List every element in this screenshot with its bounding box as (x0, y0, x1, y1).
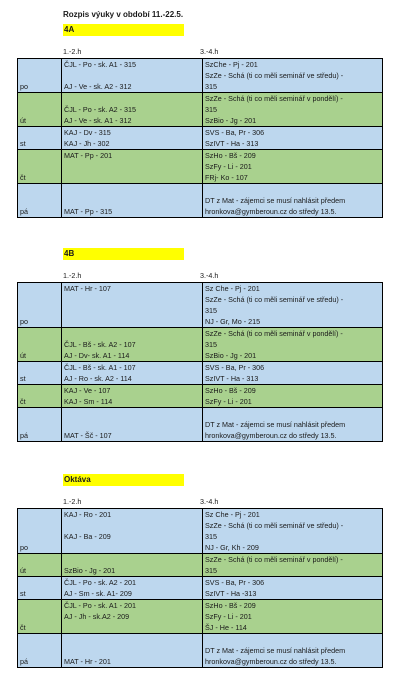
schedule-row (18, 408, 383, 442)
schedule-row (18, 127, 383, 150)
lesson-line (64, 520, 200, 531)
lesson-line: KAJ - Ro - 201 (64, 510, 112, 519)
lessons-hours-1-2 (62, 577, 203, 600)
day-cell: pá (18, 408, 62, 442)
lesson-line: MAT - Pp - 315 (64, 207, 113, 216)
lesson-line (64, 93, 200, 104)
day-cell: st (18, 577, 62, 600)
schedule-row (18, 328, 383, 362)
lesson-line: SzHo - Bš - 209 (205, 601, 256, 610)
schedule-row (18, 59, 383, 93)
lessons-hours-1-2 (62, 408, 203, 442)
col2-header: 3.-4.h (200, 271, 219, 280)
lesson-line: SzZe - Schá (ti co měli seminář v pondělí) - (205, 555, 343, 564)
day-cell: pá (18, 634, 62, 668)
lesson-line (205, 408, 380, 419)
lesson-line (64, 542, 200, 553)
day-cell: út (18, 554, 62, 577)
lessons-hours-3-4 (203, 283, 383, 328)
lessons-hours-3-4 (203, 93, 383, 127)
lessons-hours-3-4 (203, 634, 383, 668)
lesson-line: MAT - Pp - 201 (64, 151, 113, 160)
lesson-line: SzZe - Schá (ti co měli seminář ve středu) - (205, 71, 344, 80)
lesson-line: SVS - Ba, Pr - 306 (205, 128, 265, 137)
lesson-line (64, 294, 200, 305)
lessons-hours-1-2 (62, 509, 203, 554)
lesson-line (64, 172, 200, 183)
document-title: Rozpis výuky v období 11.-22.5. (63, 10, 184, 19)
class-label-4a: 4A (63, 24, 184, 36)
lesson-line (64, 70, 200, 81)
lessons-hours-3-4 (203, 150, 383, 184)
lesson-line: ČJL - Bš - sk. A1 - 107 (64, 363, 136, 372)
lesson-line (64, 161, 200, 172)
lesson-line: DT z Mat - zájemci se musí nahlásit předem (205, 420, 346, 429)
lesson-line: SVS - Ba, Pr - 306 (205, 578, 265, 587)
lesson-line: SzChe - Pj - 201 (205, 60, 258, 69)
schedule-row (18, 634, 383, 668)
col1-header: 1.-2.h (63, 497, 82, 506)
lesson-line: SzIVT - Ha -313 (205, 589, 257, 598)
lesson-line: AJ - Ve - sk. A2 - 312 (64, 82, 132, 91)
lesson-line: AJ - Jh - sk.A2 - 209 (64, 612, 130, 621)
day-cell: út (18, 93, 62, 127)
lesson-line: SzIVT - Ha - 313 (205, 374, 259, 383)
lesson-line: ČJL - Po - sk. A2 - 201 (64, 578, 137, 587)
lessons-hours-1-2 (62, 283, 203, 328)
lesson-line: KAJ - Ve - 107 (64, 386, 111, 395)
lesson-line: ŠJ - He - 114 (205, 623, 247, 632)
lessons-hours-1-2 (62, 59, 203, 93)
lesson-line (64, 305, 200, 316)
schedule-row (18, 577, 383, 600)
lessons-hours-3-4 (203, 600, 383, 634)
lesson-line: 315 (205, 82, 217, 91)
lesson-line (64, 328, 200, 339)
lessons-hours-1-2 (62, 362, 203, 385)
lessons-hours-3-4 (203, 509, 383, 554)
day-cell: čt (18, 385, 62, 408)
schedule-table-4a (17, 58, 383, 218)
lesson-line: NJ - Gr, Kh - 209 (205, 543, 259, 552)
day-cell: út (18, 328, 62, 362)
lesson-line (64, 419, 200, 430)
lesson-line (64, 645, 200, 656)
lesson-line: ČJL - Po - sk. A1 - 201 (64, 601, 137, 610)
lesson-line: SzZe - Schá (ti co měli seminář v pondělí) - (205, 94, 343, 103)
day-cell: st (18, 362, 62, 385)
lesson-line: KAJ - Sm - 114 (64, 397, 113, 406)
lesson-line: KAJ - Ba - 209 (64, 532, 111, 541)
lesson-line: MAT - Šč - 107 (64, 431, 112, 440)
lesson-line: SzIVT - Ha - 313 (205, 139, 259, 148)
col1-header: 1.-2.h (63, 271, 82, 280)
lesson-line (64, 195, 200, 206)
lessons-hours-1-2 (62, 127, 203, 150)
lesson-line (64, 184, 200, 195)
col2-header: 3.-4.h (200, 47, 219, 56)
schedule-row (18, 93, 383, 127)
lesson-line: KAJ - Dv - 315 (64, 128, 111, 137)
lesson-line: MAT - Hr - 107 (64, 284, 111, 293)
lesson-line: SzZe - Schá (ti co měli seminář v pondělí) - (205, 329, 343, 338)
day-cell: čt (18, 150, 62, 184)
lesson-line: SzFy - Li - 201 (205, 162, 252, 171)
lessons-hours-1-2 (62, 554, 203, 577)
lesson-line: SzFy - Li - 201 (205, 397, 252, 406)
class-label-oktava: Oktáva (63, 474, 184, 486)
day-cell: po (18, 283, 62, 328)
lesson-line: ČJL - Po - sk. A1 - 315 (64, 60, 137, 69)
schedule-table-oktava (17, 508, 383, 668)
col2-header: 3.-4.h (200, 497, 219, 506)
lesson-line: SzHo - Bš - 209 (205, 386, 256, 395)
lesson-line: SVS - Ba, Pr - 306 (205, 363, 265, 372)
lessons-hours-3-4 (203, 577, 383, 600)
lesson-line (64, 554, 200, 565)
schedule-row (18, 283, 383, 328)
lesson-line: SzFy - Li - 201 (205, 612, 252, 621)
lesson-line: SzZe - Schá (ti co měli seminář ve středu) - (205, 521, 344, 530)
lesson-line: SzBio - Jg - 201 (64, 566, 116, 575)
lesson-line (205, 184, 380, 195)
schedule-row (18, 362, 383, 385)
col1-header: 1.-2.h (63, 47, 82, 56)
lesson-line: AJ - Sm - sk. A1- 209 (64, 589, 132, 598)
lesson-line: SzBio - Jg - 201 (205, 351, 257, 360)
day-cell: st (18, 127, 62, 150)
lesson-line: 315 (205, 566, 217, 575)
lesson-line: SzZe - Schá (ti co měli seminář ve středu) - (205, 295, 344, 304)
lesson-line: 315 (205, 340, 217, 349)
lesson-line (205, 634, 380, 645)
lessons-hours-3-4 (203, 127, 383, 150)
lessons-hours-1-2 (62, 634, 203, 668)
lessons-hours-1-2 (62, 328, 203, 362)
schedule-row (18, 554, 383, 577)
lessons-hours-3-4 (203, 362, 383, 385)
day-cell: čt (18, 600, 62, 634)
day-cell: po (18, 509, 62, 554)
lessons-hours-3-4 (203, 328, 383, 362)
day-cell: pá (18, 184, 62, 218)
lessons-hours-3-4 (203, 184, 383, 218)
lesson-line: FRj- Ko - 107 (205, 173, 248, 182)
lesson-line: 315 (205, 306, 217, 315)
lesson-line (64, 634, 200, 645)
lessons-hours-3-4 (203, 385, 383, 408)
lessons-hours-1-2 (62, 93, 203, 127)
lesson-line: hronkova@gymberoun.cz do středy 13.5. (205, 207, 337, 216)
schedule-row (18, 184, 383, 218)
lessons-hours-3-4 (203, 554, 383, 577)
lessons-hours-1-2 (62, 184, 203, 218)
lessons-hours-3-4 (203, 408, 383, 442)
lesson-line: hronkova@gymberoun.cz do středy 13.5. (205, 431, 337, 440)
lessons-hours-1-2 (62, 600, 203, 634)
lessons-hours-3-4 (203, 59, 383, 93)
lesson-line: SzBio - Jg - 201 (205, 116, 257, 125)
lesson-line (64, 622, 200, 633)
class-label-4b: 4B (63, 248, 184, 260)
lesson-line: Sz Che - Pj - 201 (205, 284, 260, 293)
lesson-line: Sz Che - Pj - 201 (205, 510, 260, 519)
lesson-line: ČJL - Po - sk. A2 - 315 (64, 105, 137, 114)
lesson-line: 315 (205, 105, 217, 114)
schedule-row (18, 509, 383, 554)
lesson-line (64, 408, 200, 419)
schedule-row (18, 385, 383, 408)
lesson-line: hronkova@gymberoun.cz do středy 13.5. (205, 657, 337, 666)
lesson-line: 315 (205, 532, 217, 541)
schedule-table-4b (17, 282, 383, 442)
lessons-hours-1-2 (62, 385, 203, 408)
schedule-row (18, 600, 383, 634)
lesson-line: MAT - Hr - 201 (64, 657, 111, 666)
lesson-line: NJ - Gr, Mo - 215 (205, 317, 261, 326)
lesson-line: SzHo - Bš - 209 (205, 151, 256, 160)
lesson-line: ČJL - Bš - sk. A2 - 107 (64, 340, 136, 349)
lesson-line (64, 316, 200, 327)
lesson-line: KAJ - Jh - 302 (64, 139, 110, 148)
lesson-line: AJ - Ro - sk. A2 - 114 (64, 374, 132, 383)
lesson-line: AJ - Dv- sk. A1 - 114 (64, 351, 130, 360)
lessons-hours-1-2 (62, 150, 203, 184)
lesson-line: DT z Mat - zájemci se musí nahlásit předem (205, 196, 346, 205)
schedule-row (18, 150, 383, 184)
day-cell: po (18, 59, 62, 93)
lesson-line: DT z Mat - zájemci se musí nahlásit předem (205, 646, 346, 655)
lesson-line: AJ - Ve - sk. A1 - 312 (64, 116, 132, 125)
